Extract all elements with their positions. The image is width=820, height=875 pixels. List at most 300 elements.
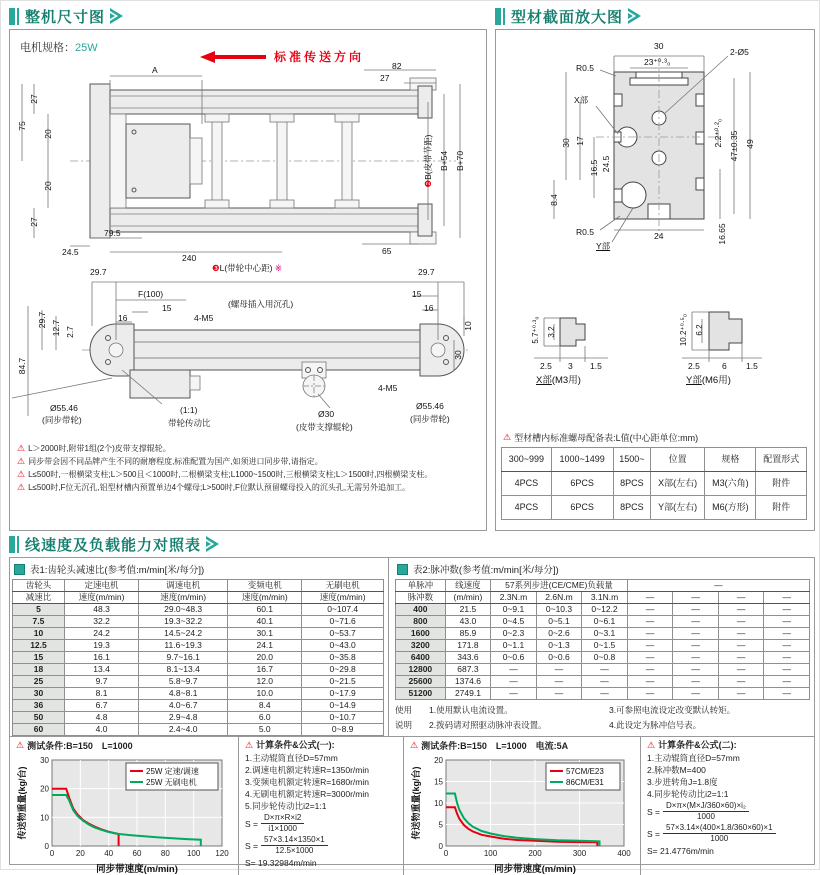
table-cell: 4PCS bbox=[502, 496, 552, 520]
direction-indicator bbox=[200, 48, 364, 65]
section-header-profile bbox=[495, 6, 644, 26]
table-cell: M6(方形) bbox=[705, 496, 756, 520]
dim-label: 1.5 bbox=[746, 361, 758, 371]
table-cell: 0~3.1 bbox=[582, 628, 628, 640]
table-cell: — bbox=[627, 652, 673, 664]
table-row bbox=[396, 676, 810, 688]
svg-text:0: 0 bbox=[443, 849, 449, 858]
table-cell: 21.5 bbox=[445, 604, 491, 616]
table-row bbox=[396, 652, 810, 664]
table-row bbox=[396, 604, 810, 616]
column-header: 2.6N.m bbox=[536, 592, 582, 604]
y-slot-geometry bbox=[654, 270, 804, 386]
svg-text:25W 定速/调速: 25W 定速/调速 bbox=[146, 767, 199, 776]
table-cell: 8.1~13.4 bbox=[139, 664, 228, 676]
table-cell: 0~4.5 bbox=[491, 616, 537, 628]
table-cell: — bbox=[764, 616, 810, 628]
table-cell: 1600 bbox=[396, 628, 446, 640]
column-header: 定速电机 bbox=[64, 580, 138, 592]
table-cell: 50 bbox=[13, 712, 65, 724]
column-header-group: — bbox=[627, 580, 809, 592]
table-row bbox=[396, 640, 810, 652]
dim-label: 10.2⁺⁰·⁵₀ bbox=[679, 313, 688, 347]
column-header: 配置形式 bbox=[756, 448, 807, 472]
table-cell: 2.9~4.8 bbox=[139, 712, 228, 724]
detail-caption: X部(M3用) bbox=[536, 375, 581, 386]
usage-note-col1: 1.使用默认电流设置。 2.拨码请对照驱动脉冲表设置。 bbox=[429, 705, 547, 730]
table-cell: 0~1.1 bbox=[491, 640, 537, 652]
note-line bbox=[17, 442, 479, 455]
detail-caption: Y部(M6用) bbox=[686, 375, 731, 386]
column-header: 速度(m/min) bbox=[64, 592, 138, 604]
table-cell: 29.0~48.3 bbox=[139, 604, 228, 616]
table-cell: — bbox=[764, 652, 810, 664]
table-cell: 40.1 bbox=[228, 616, 302, 628]
column-header: 齿轮头 bbox=[13, 580, 65, 592]
column-header: — bbox=[627, 592, 673, 604]
table-cell: 0~10.3 bbox=[536, 604, 582, 616]
warning-icon: ⚠ bbox=[17, 469, 26, 479]
table-cell: 6PCS bbox=[551, 496, 613, 520]
table-cell: — bbox=[582, 676, 628, 688]
x-slot-detail-drawing bbox=[502, 270, 652, 386]
table-cell: 19.3~32.2 bbox=[139, 616, 228, 628]
motor-spec-label: 电机规格： bbox=[20, 42, 75, 54]
table-cell: — bbox=[673, 628, 719, 640]
table-row bbox=[13, 676, 384, 688]
dim-label: F(100) bbox=[138, 289, 164, 299]
formula-line: 3.步进转角J=1.8度 bbox=[647, 777, 718, 787]
table-cell: — bbox=[673, 640, 719, 652]
column-header: 无刷电机 bbox=[302, 580, 384, 592]
notes-list bbox=[17, 442, 479, 494]
table-cell: 25600 bbox=[396, 676, 446, 688]
table-cell: 0~43.0 bbox=[302, 640, 384, 652]
table-row bbox=[396, 688, 810, 700]
warning-icon: ⚠ bbox=[16, 740, 25, 750]
note-line bbox=[17, 481, 479, 494]
table-cell: 343.6 bbox=[445, 652, 491, 664]
test-condition-2: ⚠ 测试条件:B=150 L=1000 电流:5A bbox=[410, 740, 569, 751]
table-cell: 400 bbox=[396, 604, 446, 616]
note-text: L≤500时,一根横梁支柱;L＞500且＜1000时,二根横梁支柱;L1000~1500时,三根横梁支柱;L＞1500时,四根横梁支柱。 bbox=[28, 470, 433, 479]
table-cell: — bbox=[764, 676, 810, 688]
warning-icon: ⚠ bbox=[17, 456, 26, 466]
dim-label: (螺母插入用沉孔) bbox=[228, 299, 294, 309]
formula-line: 4.无刷电机额定转速R=3000r/min bbox=[245, 789, 369, 799]
svg-text:40: 40 bbox=[104, 849, 114, 858]
svg-text:20: 20 bbox=[40, 784, 49, 794]
warning-icon: ⚠ bbox=[245, 740, 254, 750]
y-slot-detail-drawing bbox=[654, 270, 804, 386]
dim-label: 27 bbox=[380, 73, 390, 83]
column-header: (m/min) bbox=[445, 592, 491, 604]
formula-result: S= 19.32984m/min bbox=[245, 858, 317, 868]
column-header: 脉冲数 bbox=[396, 592, 446, 604]
table-cell: 0~6.1 bbox=[582, 616, 628, 628]
table-cell: 12800 bbox=[396, 664, 446, 676]
table-cell: 6.0 bbox=[228, 712, 302, 724]
table-cell: 687.3 bbox=[445, 664, 491, 676]
table-cell: 16.7 bbox=[228, 664, 302, 676]
table-cell: 2.4~4.0 bbox=[139, 724, 228, 736]
table-cell: 60 bbox=[13, 724, 65, 736]
column-header: — bbox=[673, 592, 719, 604]
dim-label: 29.7 bbox=[90, 267, 107, 277]
table-cell: 0~53.7 bbox=[302, 628, 384, 640]
section-bar-icon bbox=[9, 8, 21, 25]
cross-section-geometry bbox=[496, 38, 812, 262]
table-cell: 6.7 bbox=[64, 700, 138, 712]
formula-line: 2.脉冲数M=400 bbox=[647, 765, 706, 775]
chart1-block bbox=[10, 737, 239, 875]
dim-label: 16.5 bbox=[588, 159, 599, 177]
svg-text:80: 80 bbox=[160, 849, 170, 858]
usage-label: 使用 说明 bbox=[395, 705, 413, 730]
table-cell: 0~29.8 bbox=[302, 664, 384, 676]
table-cell: — bbox=[718, 676, 764, 688]
table-cell: — bbox=[627, 676, 673, 688]
table-cell: — bbox=[536, 688, 582, 700]
column-header: 300~999 bbox=[502, 448, 552, 472]
table-row bbox=[502, 496, 807, 520]
page-title: 整机尺寸图 bbox=[25, 8, 106, 26]
dim-label: Y部 bbox=[596, 241, 611, 251]
table-cell: 0~9.1 bbox=[491, 604, 537, 616]
nut-config-table bbox=[501, 447, 807, 520]
warning-icon: ⚠ bbox=[503, 432, 512, 442]
table-row bbox=[13, 628, 384, 640]
dim-label: 79.5 bbox=[104, 228, 121, 238]
dim-label: 29.7 bbox=[418, 267, 435, 277]
gear-ratio-table bbox=[12, 579, 384, 736]
table-row bbox=[396, 628, 810, 640]
side-view-drawing bbox=[12, 263, 482, 438]
table-cell: — bbox=[627, 628, 673, 640]
table-cell: 9.7~16.1 bbox=[139, 652, 228, 664]
formula-line: 5.同步轮传动比i2=1:1 bbox=[245, 801, 327, 811]
table-cell: Y部(左右) bbox=[651, 496, 705, 520]
dim-label: 4-M5 bbox=[194, 313, 214, 323]
table-cell: 1374.6 bbox=[445, 676, 491, 688]
table-cell: — bbox=[627, 664, 673, 676]
section-arrow-icon bbox=[110, 8, 126, 24]
dim-label: R0.5 bbox=[576, 227, 594, 237]
table-cell: 0~5.1 bbox=[536, 616, 582, 628]
dim-label: 27 bbox=[28, 94, 39, 104]
table-cell: 14.5~24.2 bbox=[139, 628, 228, 640]
table-cell: 18 bbox=[13, 664, 65, 676]
dim-label: X部 bbox=[574, 95, 589, 105]
table-cell: — bbox=[718, 604, 764, 616]
table-cell: — bbox=[673, 616, 719, 628]
svg-text:传送物重量(kg/台): 传送物重量(kg/台) bbox=[411, 766, 421, 840]
plan-view-drawing bbox=[12, 61, 482, 263]
dim-label: 240 bbox=[182, 253, 197, 263]
dim-label: 2.7 bbox=[64, 326, 75, 338]
cross-section-drawing bbox=[496, 38, 812, 262]
dim-label-pulley-distance: ❸L(带轮中心距) ※ bbox=[212, 263, 283, 273]
speed-load-chart-2 bbox=[410, 753, 632, 875]
table-cell: — bbox=[627, 640, 673, 652]
table-row bbox=[13, 664, 384, 676]
dim-label: 47±0.35 bbox=[728, 130, 739, 162]
table-cell: — bbox=[673, 664, 719, 676]
table-cell: 0~21.5 bbox=[302, 676, 384, 688]
table-cell: — bbox=[491, 664, 537, 676]
table-row bbox=[13, 688, 384, 700]
table-cell: — bbox=[764, 604, 810, 616]
table-cell: — bbox=[718, 688, 764, 700]
table-row bbox=[13, 712, 384, 724]
dim-label: (同步带轮) bbox=[410, 414, 450, 424]
dim-label: 5.7⁺⁰·³₀ bbox=[531, 316, 540, 344]
table-cell: 20.0 bbox=[228, 652, 302, 664]
column-header: — bbox=[764, 592, 810, 604]
pulse-table bbox=[395, 579, 810, 700]
table-cell: — bbox=[764, 628, 810, 640]
formula-fraction: S = $\frac{57\times 3.14\times(400\times 1.8/360\times 60)\times 1}{1000}$ bbox=[647, 823, 810, 844]
table-cell: 0~1.5 bbox=[582, 640, 628, 652]
table-cell: 12.5 bbox=[13, 640, 65, 652]
table-cell: 24.1 bbox=[228, 640, 302, 652]
table-row bbox=[13, 604, 384, 616]
table-cell: 7.5 bbox=[13, 616, 65, 628]
svg-text:0: 0 bbox=[49, 849, 55, 858]
table-cell: — bbox=[673, 604, 719, 616]
table-header-row bbox=[396, 580, 810, 592]
table-row bbox=[502, 472, 807, 496]
usage-notes bbox=[395, 703, 810, 733]
column-header: 规格 bbox=[705, 448, 756, 472]
table-cell: 19.3 bbox=[64, 640, 138, 652]
dim-label: 24 bbox=[654, 231, 664, 241]
column-header: 减速比 bbox=[13, 592, 65, 604]
table-header-row bbox=[396, 592, 810, 604]
table-cell: — bbox=[764, 664, 810, 676]
formula-line: 3.变频电机额定转速R=1680r/min bbox=[245, 777, 369, 787]
note-text: L≤500时,F位无沉孔,铝型材槽内预置单边4个螺母;L>500时,F位默认预留螺母投入的沉头孔,无需另外追加工。 bbox=[28, 483, 411, 492]
dim-label: 65 bbox=[382, 246, 392, 256]
table-cell: 0~35.8 bbox=[302, 652, 384, 664]
note-text: 同步带会因不同品牌产生不同的耐磨程度,标准配置为国产,如须进口同步带,请指定。 bbox=[28, 457, 323, 466]
svg-text:86CM/E31: 86CM/E31 bbox=[566, 778, 604, 787]
dim-label: Ø30 bbox=[318, 409, 335, 419]
warning-icon: ⚠ bbox=[17, 482, 26, 492]
warning-icon: ⚠ bbox=[410, 740, 419, 750]
bullet-square-icon bbox=[14, 564, 25, 575]
formula-result: S= 21.4776m/min bbox=[647, 846, 714, 856]
table-cell: 32.2 bbox=[64, 616, 138, 628]
table-cell: 5.8~9.7 bbox=[139, 676, 228, 688]
table-cell: — bbox=[627, 604, 673, 616]
table-cell: M3(六角) bbox=[705, 472, 756, 496]
table-cell: 附件 bbox=[756, 472, 807, 496]
table-cell: 0~8.9 bbox=[302, 724, 384, 736]
svg-text:传送物重量(kg/台): 传送物重量(kg/台) bbox=[17, 766, 27, 840]
dim-label: 17 bbox=[574, 136, 585, 146]
dim-label: B+70 bbox=[454, 150, 465, 172]
column-header: 速度(m/min) bbox=[139, 592, 228, 604]
note-line bbox=[17, 455, 479, 468]
dim-label: A bbox=[152, 65, 158, 75]
table-cell: X部(左右) bbox=[651, 472, 705, 496]
formula1-title: ⚠ 计算条件&公式(一): bbox=[245, 740, 335, 750]
formula-line: 4.同步轮传动比i2=1:1 bbox=[647, 789, 729, 799]
table-cell: 800 bbox=[396, 616, 446, 628]
formula2-title: ⚠ 计算条件&公式(二): bbox=[647, 740, 737, 750]
table-cell: 8PCS bbox=[613, 472, 650, 496]
dim-label: R0.5 bbox=[576, 63, 594, 73]
table-header-row bbox=[13, 580, 384, 592]
column-header: 3.1N.m bbox=[582, 592, 628, 604]
plan-view-geometry bbox=[12, 66, 482, 262]
speed-load-panel bbox=[9, 557, 815, 875]
table-cell: 6PCS bbox=[551, 472, 613, 496]
column-header: 1500~ bbox=[613, 448, 650, 472]
column-header: 线速度 bbox=[445, 580, 491, 592]
table-cell: 30 bbox=[13, 688, 65, 700]
dim-label: 2-Ø5 bbox=[730, 47, 749, 57]
table-cell: 3200 bbox=[396, 640, 446, 652]
dim-label: Ø55.46 bbox=[50, 403, 78, 413]
formula-line: 1.主动辊筒直径D=57mm bbox=[647, 753, 740, 763]
dim-label: 16 bbox=[424, 303, 434, 313]
svg-text:120: 120 bbox=[215, 849, 229, 858]
table-cell: 11.6~19.3 bbox=[139, 640, 228, 652]
table-cell: 8.4 bbox=[228, 700, 302, 712]
formula1-block bbox=[239, 737, 404, 875]
table-cell: — bbox=[673, 652, 719, 664]
column-header: 1000~1499 bbox=[551, 448, 613, 472]
table-cell: — bbox=[582, 664, 628, 676]
svg-text:57CM/E23: 57CM/E23 bbox=[566, 767, 604, 776]
table-cell: — bbox=[582, 688, 628, 700]
table-cell: — bbox=[718, 640, 764, 652]
table-header-row bbox=[13, 592, 384, 604]
table-cell: 6400 bbox=[396, 652, 446, 664]
section-bar-icon bbox=[495, 8, 507, 25]
dim-label: 24.5 bbox=[600, 155, 611, 173]
table-cell: 51200 bbox=[396, 688, 446, 700]
dim-label: Ø55.46 bbox=[416, 401, 444, 411]
dim-label: 82 bbox=[392, 61, 402, 71]
table-cell: 13.4 bbox=[64, 664, 138, 676]
svg-text:同步带速度(m/min): 同步带速度(m/min) bbox=[96, 864, 178, 875]
dim-label: 2.5 bbox=[540, 361, 552, 371]
table-cell: 24.2 bbox=[64, 628, 138, 640]
column-header: 变频电机 bbox=[228, 580, 302, 592]
dim-label: 3.2 bbox=[547, 326, 556, 338]
table-cell: 2749.1 bbox=[445, 688, 491, 700]
note-line bbox=[17, 468, 479, 481]
direction-label: 标准传送方向 bbox=[274, 50, 365, 64]
section-title: 型材截面放大图 bbox=[511, 8, 624, 26]
svg-text:100: 100 bbox=[186, 849, 201, 858]
dim-label: 2.5 bbox=[688, 361, 700, 371]
warning-icon: ⚠ bbox=[17, 443, 26, 453]
column-header: 位置 bbox=[651, 448, 705, 472]
table-cell: 30.1 bbox=[228, 628, 302, 640]
formula-fraction: S = $\frac{57\times 3.14\times 1350\times 1}{12.5\times 1000}$ bbox=[245, 835, 399, 856]
table-cell: 4.8~8.1 bbox=[139, 688, 228, 700]
dim-label-belt-pitch: ❷B(皮带节距) bbox=[422, 134, 433, 188]
x-slot-geometry bbox=[502, 270, 652, 386]
dim-label: 16 bbox=[118, 313, 128, 323]
pulse-table-block bbox=[389, 558, 814, 736]
left-arrow-icon bbox=[200, 51, 268, 63]
dim-label: 20 bbox=[42, 129, 53, 139]
dim-label: 29.7 bbox=[36, 311, 47, 329]
table-cell: 0~2.6 bbox=[536, 628, 582, 640]
table-row bbox=[13, 616, 384, 628]
dim-label: B+54 bbox=[438, 150, 449, 172]
table-cell: — bbox=[718, 616, 764, 628]
table-cell: 0~17.9 bbox=[302, 688, 384, 700]
speed-load-chart-1 bbox=[16, 753, 230, 875]
table-cell: — bbox=[627, 616, 673, 628]
profile-section-panel bbox=[495, 29, 815, 531]
motor-spec-value: 25W bbox=[75, 42, 98, 54]
table-cell: 0~12.2 bbox=[582, 604, 628, 616]
table-cell: 0~10.7 bbox=[302, 712, 384, 724]
dim-label: 2.2⁺⁰·²₀ bbox=[712, 118, 723, 148]
nut-config-block bbox=[501, 428, 807, 520]
formula-line: 2.调速电机额定转速R=1350r/min bbox=[245, 765, 369, 775]
section-title: 线速度及负载能力对照表 bbox=[25, 536, 202, 554]
formula-fraction: S = $\frac{D\times\pi\times R\times i2}{i1\times 1000}$ bbox=[245, 813, 399, 834]
table-cell: 12.0 bbox=[228, 676, 302, 688]
table-cell: 16.1 bbox=[64, 652, 138, 664]
dim-label: 3 bbox=[568, 361, 573, 371]
section-header-dimensions bbox=[9, 6, 126, 26]
table-cell: 4.8 bbox=[64, 712, 138, 724]
table-cell: 0~107.4 bbox=[302, 604, 384, 616]
formula2-block bbox=[641, 737, 814, 875]
dim-label: 6.2 bbox=[695, 324, 704, 336]
column-header: 单脉冲 bbox=[396, 580, 446, 592]
tables-row bbox=[10, 558, 814, 736]
usage-note-col2: 3.可参照电流设定改变默认转矩。 4.此设定为脉冲信号表。 bbox=[609, 705, 736, 730]
dim-label: 带轮传动比 bbox=[168, 418, 211, 428]
svg-text:0: 0 bbox=[44, 842, 49, 851]
motor-spec bbox=[20, 39, 98, 55]
table-cell: 附件 bbox=[756, 496, 807, 520]
dim-label-ratio: (1:1) bbox=[180, 405, 198, 415]
formula-fraction: S = $\frac{\text{D×π×(M×J/360×60)×i₂}}{1000}$ bbox=[647, 801, 810, 822]
table-cell: 9.7 bbox=[64, 676, 138, 688]
chart2-block bbox=[404, 737, 641, 875]
svg-text:100: 100 bbox=[483, 849, 498, 858]
table-cell: — bbox=[491, 688, 537, 700]
svg-text:10: 10 bbox=[40, 813, 49, 823]
dim-label: 20 bbox=[42, 181, 53, 191]
dim-label: (同步带轮) bbox=[42, 415, 82, 425]
table-cell: 0~0.6 bbox=[536, 652, 582, 664]
table1-caption: 表1:齿轮头减速比(参考值:m/min[米/每分]) bbox=[14, 562, 384, 576]
column-header: — bbox=[718, 592, 764, 604]
table-cell: 0~71.6 bbox=[302, 616, 384, 628]
note-text: L＞2000时,附带1组(2个)皮带支撑辊轮。 bbox=[28, 444, 171, 453]
table-cell: 0~0.8 bbox=[582, 652, 628, 664]
table-cell: 60.1 bbox=[228, 604, 302, 616]
bullet-square-icon bbox=[397, 564, 408, 575]
table-cell: 0~2.3 bbox=[491, 628, 537, 640]
dim-label: 24.5 bbox=[62, 247, 79, 257]
table-cell: 0~1.3 bbox=[536, 640, 582, 652]
table-cell: — bbox=[491, 676, 537, 688]
table-cell: — bbox=[673, 688, 719, 700]
